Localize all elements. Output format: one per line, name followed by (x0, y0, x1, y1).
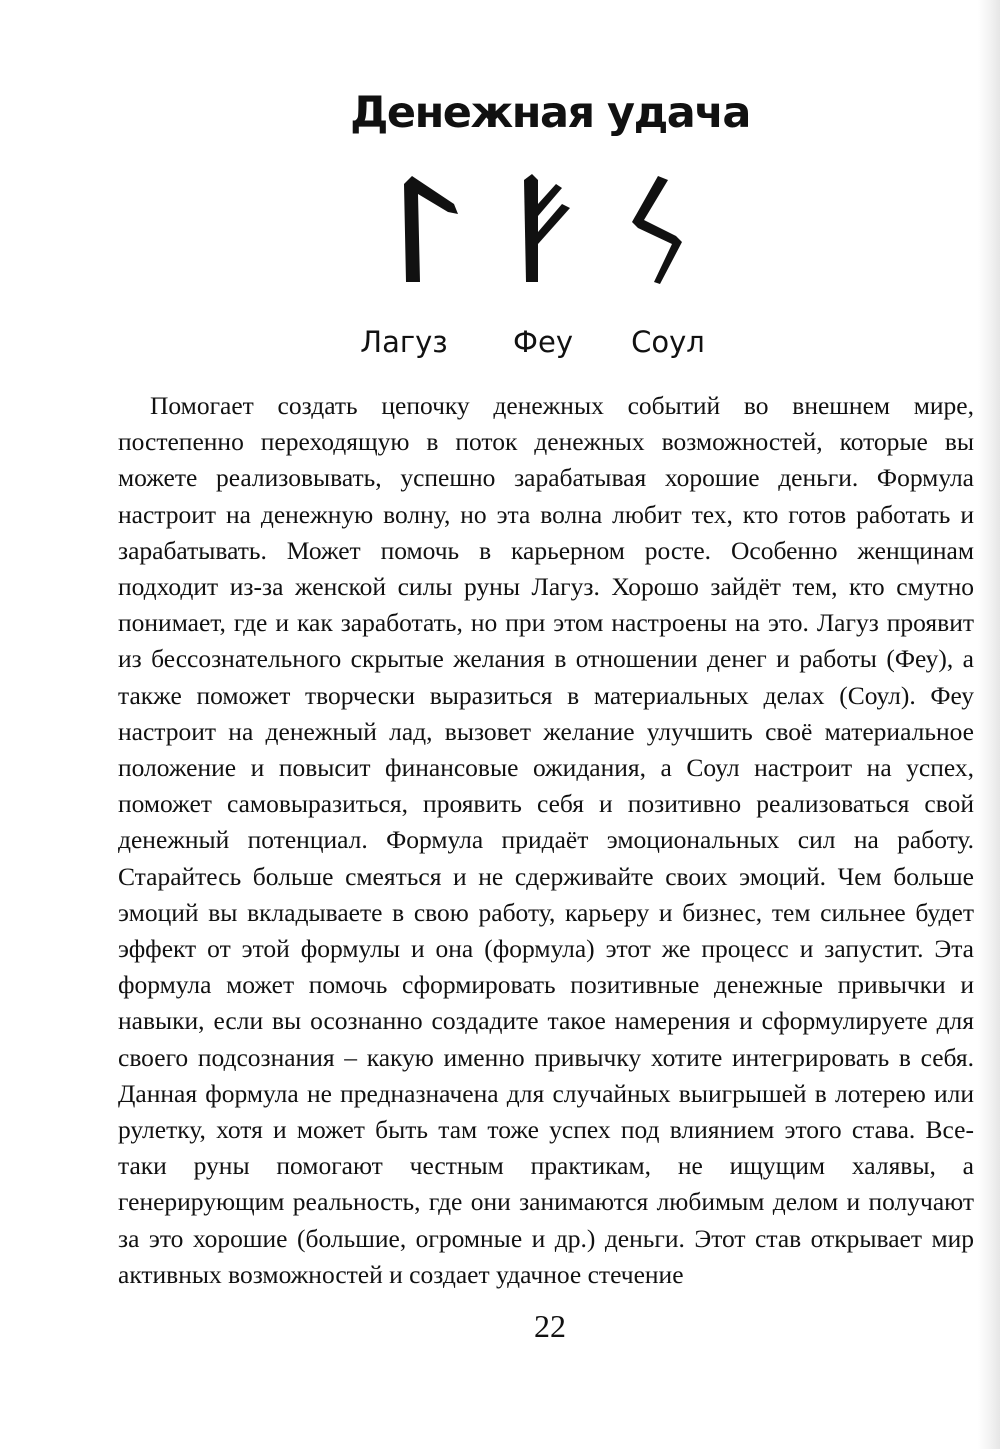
rune-formula (0, 170, 1000, 290)
body-text (118, 388, 974, 1293)
sowilo-rune-icon (618, 170, 698, 290)
fehu-rune-icon (508, 170, 588, 290)
page-title: Денежная удача (350, 88, 750, 138)
rune-name-sowilo: Соул (631, 325, 705, 359)
body-paragraph: Помогает создать цепочку денежных событий во внешнем мире, постепенно переходящую в поток денежных возможностей, которые вы можете реализовывать, успешно зарабатывая хорошие деньги. Формула настроит на денежную волну, но эта волна любит тех, кто готов работать и зарабатывать. Может помочь в карьерном росте. Особенно женщинам подходит из-за женской силы руны Лагуз. Хорошо зайдёт тем, кто смутно понимает, где и как заработать, но при этом настроены на это. Лагуз проявит из бессознательного скрытые желания в отношении денег и работы (Феу), а также поможет творчески выразиться в материальных делах (Соул). Феу настроит на денежный лад, вызовет желание улучшить своё материальное положение и повысит финансовые ожидания, а Соул настроит на успех, поможет самовыразиться, проявить себя и позитивно реализоваться свой денежный потенциал. Формула придаёт эмоциональных сил на работу. Старайтесь больше смеяться и не сдерживайте своих эмоций. Чем больше эмоций вы вкладываете в свою работу, карьеру и бизнес, тем сильнее будет эффект от этой формулы и она (формула) этот же процесс и запустит. Эта формула может помочь сформировать позитивные денежные привычки и навыки, если вы осознанно создадите такое намерения и сформулируете для своего подсознания – какую именно привычку хотите интегрировать в себя. Данная формула не предназначена для случайных выигрышей в лотерею или рулетку, хотя и может быть там тоже успех под влиянием этого става. Все-таки руны помогают честным практикам, не ищущим халявы, а генерирующим реальность, где они занимаются любимым делом и получают за это хорошие (большие, огромные и др.) деньги. Этот став открывает мир активных возможностей и создает удачное стечение (118, 391, 974, 1289)
page-number: 22 (534, 1308, 566, 1344)
rune-name-fehu: Феу (513, 325, 573, 359)
rune-names (0, 325, 1000, 365)
rune-name-laguz: Лагуз (360, 325, 448, 359)
laguz-rune-icon (392, 170, 472, 290)
